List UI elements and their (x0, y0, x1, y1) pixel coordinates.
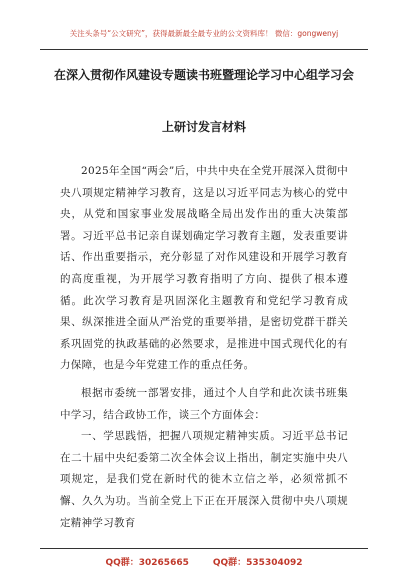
footer-qq-group-1: QQ群：30265665 (105, 558, 189, 568)
paragraph-overview: 根据市委统一部署安排，通过个人自学和此次读书班集中学习，结合政协工作，谈三个方面体会： (60, 386, 348, 421)
document-body (60, 161, 348, 534)
paragraph-section-one: 一、学思践悟，把握八项规定精神实质。习近平总书记在二十届中央纪委第二次全体会议上指出，制定实施中央八项规定，是我们党在新时代的徙木立信之举，必须常抓不懈、久久为功。当前全党上下正在开展深入贯彻中央八项规定精神学习教育 (60, 430, 348, 529)
paragraph-intro: 2025年全国“两会”后，中共中央在全党开展深入贯彻中央八项规定精神学习教育，这是以习近平同志为核心的党中央，从党和国家事业发展战略全局出发作出的重大决策部署。习近平总书记亲自谋划确定学习教育主题，发表重要讲话、作出重要指示，充分彰显了对作风建设和开展学习教育的高度重视，为开展学习教育指明了方向、提供了根本遵循。此次学习教育是巩固深化主题教育和党纪学习教育成果、纵深推进全面从严治党的重要举措，是密切党群干群关系巩固党的执政基础的必然要求，是推进中国式现代化的有力保障，也是今年党建工作的重点任务。 (60, 165, 348, 372)
footer-qq-group-2: QQ群：535304092 (212, 558, 303, 568)
document-subtitle: 上研讨发言材料 (161, 120, 246, 134)
page-header (40, 0, 368, 50)
page-footer (40, 548, 368, 568)
header-notice: 关注头条号“公文研究”，获得最新最全最专业的公文资料库！ 微信：gongwenyj (69, 29, 339, 38)
document-title: 在深入贯彻作风建设专题读书班暨理论学习中心组学习会 (53, 68, 354, 82)
